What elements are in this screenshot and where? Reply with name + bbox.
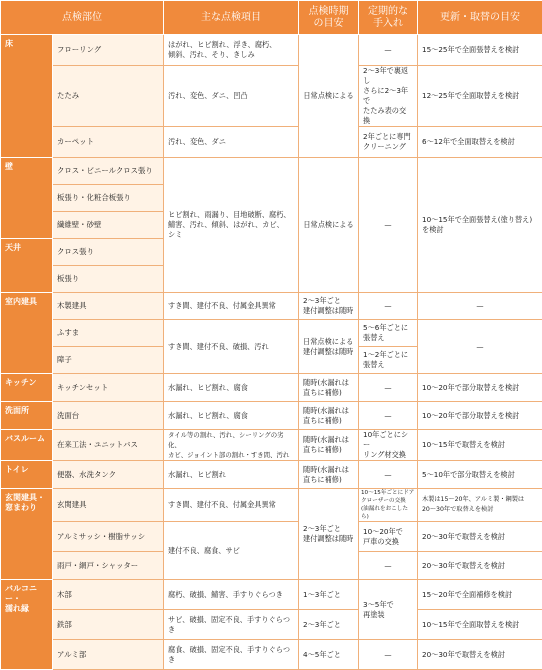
- care-fusuma: 5〜6年ごとに 張替え: [359, 320, 418, 347]
- care-tatami: 2〜3年で裏返し さらに2〜3年で たたみ表の交換: [359, 66, 418, 127]
- timing-entrance: 2〜3年ごと 建付調整は随時: [299, 489, 359, 580]
- care-sash: 10〜20年で 戸車の交換: [359, 522, 418, 552]
- items-sash-shutter: 建付不良、腐食、サビ: [164, 522, 299, 580]
- care-shoji: 1〜2年ごとに 張替え: [359, 347, 418, 374]
- table-row: [1, 489, 542, 522]
- care-wood-fitting: —: [359, 293, 418, 320]
- table-row: [1, 461, 542, 489]
- table-row: [1, 320, 542, 347]
- header-part: 点検部位: [1, 1, 164, 35]
- table-row: [1, 158, 542, 185]
- category-kitchen: キッチン: [1, 374, 53, 402]
- category-ceiling: 天井: [1, 239, 53, 293]
- table-row: [1, 35, 542, 66]
- renew-entrance-door: 木製は15〜20年、アルミ製・鋼製は 20〜30年で取替えを検討: [418, 489, 542, 522]
- renew-tatami: 12〜25年で全面取替えを検討: [418, 66, 542, 127]
- header-timing: 点検時期 の目安: [299, 1, 359, 35]
- header-renew: 更新・取替の目安: [418, 1, 542, 35]
- table-row: [1, 640, 542, 670]
- items-wash-basin: 水漏れ、ヒビ割れ、腐食: [164, 402, 299, 430]
- renew-fusuma-shoji: —: [418, 320, 542, 374]
- items-balcony-wood: 腐朽、破損、鯖害、手すりぐらつき: [164, 580, 299, 610]
- timing-toilet-tank: 随時(水漏れは 直ちに補修): [299, 461, 359, 489]
- renew-balcony-steel: 10〜15年で全面取替えを検討: [418, 610, 542, 640]
- table-row: [1, 580, 542, 610]
- category-washroom: 洗面所: [1, 402, 53, 430]
- part-flooring: フローリング: [53, 35, 164, 66]
- items-carpet: 汚れ、変色、ダニ: [164, 127, 299, 158]
- part-kitchen-set: キッチンセット: [53, 374, 164, 402]
- items-balcony-alu: 腐食、破損、固定不良、手すりぐらつき: [164, 640, 299, 670]
- category-balcony: バルコニー・ 濡れ縁: [1, 580, 53, 670]
- items-wood-fitting: すき間、建付不良、付属金具異常: [164, 293, 299, 320]
- care-kitchen: —: [359, 374, 418, 402]
- category-entrance: 玄関建具・ 窓まわり: [1, 489, 53, 580]
- renew-wood-fitting: —: [418, 293, 542, 320]
- part-wall-fiber: 繊維壁・砂壁: [53, 212, 164, 239]
- renew-flooring: 15〜25年で全面張替えを検討: [418, 35, 542, 66]
- care-wash-basin: —: [359, 402, 418, 430]
- care-shutter: —: [359, 552, 418, 580]
- items-balcony-steel: サビ、破損、固定不良、手すりぐらつき: [164, 610, 299, 640]
- care-entrance-door: 10〜15年ごとにドア クローザーの交換 (油漏れをおこしたら): [359, 489, 418, 522]
- table-row: [1, 430, 542, 461]
- timing-kitchen: 随時(水漏れは 直ちに補修): [299, 374, 359, 402]
- header-items: 主な点検項目: [164, 1, 299, 35]
- care-toilet-tank: —: [359, 461, 418, 489]
- items-entrance-door: すき間、建付不良、付属金具異常: [164, 489, 299, 522]
- care-flooring: —: [359, 35, 418, 66]
- header-care: 定期的な 手入れ: [359, 1, 418, 35]
- renew-toilet-tank: 5〜10年で部分取替えを検討: [418, 461, 542, 489]
- items-tatami: 汚れ、変色、ダニ、凹凸: [164, 66, 299, 127]
- part-ceiling-board: 板張り: [53, 266, 164, 293]
- table-row: [1, 374, 542, 402]
- timing-fusuma-shoji: 日常点検による 建付調整は随時: [299, 320, 359, 374]
- part-carpet: カーペット: [53, 127, 164, 158]
- renew-shutter: 20〜30年で取替えを検討: [418, 552, 542, 580]
- timing-balcony-alu: 4〜5年ごと: [299, 640, 359, 670]
- part-bath-unit: 在来工法・ユニットバス: [53, 430, 164, 461]
- renew-carpet: 6〜12年で全面取替えを検討: [418, 127, 542, 158]
- renew-wash-basin: 10〜20年で部分取替えを検討: [418, 402, 542, 430]
- table-row: [1, 127, 542, 158]
- category-wall: 壁: [1, 158, 53, 239]
- renew-balcony-alu: 20〜30年で取替えを検討: [418, 640, 542, 670]
- category-interior: 室内建具: [1, 293, 53, 374]
- items-bath-unit: タイル等の割れ、汚れ、シーリングの劣化、 カビ、ジョイント部の割れ・すき間、汚れ: [164, 430, 299, 461]
- care-wall: —: [359, 158, 418, 293]
- table-row: [1, 293, 542, 320]
- items-toilet-tank: 水漏れ、ヒビ割れ: [164, 461, 299, 489]
- part-shutter: 雨戸・網戸・シャッター: [53, 552, 164, 580]
- category-bathroom: バスルーム: [1, 430, 53, 461]
- timing-bath-unit: 随時(水漏れは 直ちに補修): [299, 430, 359, 461]
- renew-wall: 10〜15年で全面張替え(塗り替え) を検討: [418, 158, 542, 293]
- category-floor: 床: [1, 35, 53, 158]
- part-balcony-alu: アルミ部: [53, 640, 164, 670]
- table-row: [1, 522, 542, 552]
- care-balcony-alu: —: [359, 640, 418, 670]
- part-toilet-tank: 便器、水洗タンク: [53, 461, 164, 489]
- items-wall: ヒビ割れ、雨漏り、目地破断、腐朽、 鯖害、汚れ、傾斜、はがれ、カビ、 シミ: [164, 158, 299, 293]
- part-wood-fitting: 木製建具: [53, 293, 164, 320]
- care-bath-unit: 10年ごとにシー リング材交換: [359, 430, 418, 461]
- table-row: [1, 402, 542, 430]
- timing-wall: 日常点検による: [299, 158, 359, 293]
- timing-balcony-wood: 1〜3年ごと: [299, 580, 359, 610]
- part-ceiling-cloth: クロス張り: [53, 239, 164, 266]
- care-carpet: 2年ごとに専門 クリーニング: [359, 127, 418, 158]
- part-shoji: 障子: [53, 347, 164, 374]
- header-row: [1, 1, 542, 35]
- renew-balcony-wood: 15〜20年で全面補修を検討: [418, 580, 542, 610]
- part-wall-board: 板張り・化粧合板張り: [53, 185, 164, 212]
- part-wall-cloth: クロス・ビニールクロス張り: [53, 158, 164, 185]
- table-row: [1, 610, 542, 640]
- part-tatami: たたみ: [53, 66, 164, 127]
- timing-balcony-steel: 2〜3年ごと: [299, 610, 359, 640]
- part-balcony-steel: 鉄部: [53, 610, 164, 640]
- items-fusuma-shoji: すき間、建付不良、破損、汚れ: [164, 320, 299, 374]
- part-wash-basin: 洗面台: [53, 402, 164, 430]
- timing-floor: 日常点検による: [299, 35, 359, 158]
- renew-kitchen: 10〜20年で部分取替えを検討: [418, 374, 542, 402]
- table-row: [1, 66, 542, 127]
- items-flooring: はがれ、ヒビ割れ、浮き、腐朽、 傾斜、汚れ、そり、きしみ: [164, 35, 299, 66]
- care-balcony: 3〜5年で 再塗装: [359, 580, 418, 640]
- items-kitchen: 水漏れ、ヒビ割れ、腐食: [164, 374, 299, 402]
- part-sash: アルミサッシ・樹脂サッシ: [53, 522, 164, 552]
- timing-wood-fitting: 2〜3年ごと 建付調整は随時: [299, 293, 359, 320]
- part-fusuma: ふすま: [53, 320, 164, 347]
- timing-wash-basin: 随時(水漏れは 直ちに補修): [299, 402, 359, 430]
- part-balcony-wood: 木部: [53, 580, 164, 610]
- part-entrance-door: 玄関建具: [53, 489, 164, 522]
- category-toilet: トイレ: [1, 461, 53, 489]
- renew-bath-unit: 10〜15年で取替えを検討: [418, 430, 542, 461]
- renew-sash: 20〜30年で取替えを検討: [418, 522, 542, 552]
